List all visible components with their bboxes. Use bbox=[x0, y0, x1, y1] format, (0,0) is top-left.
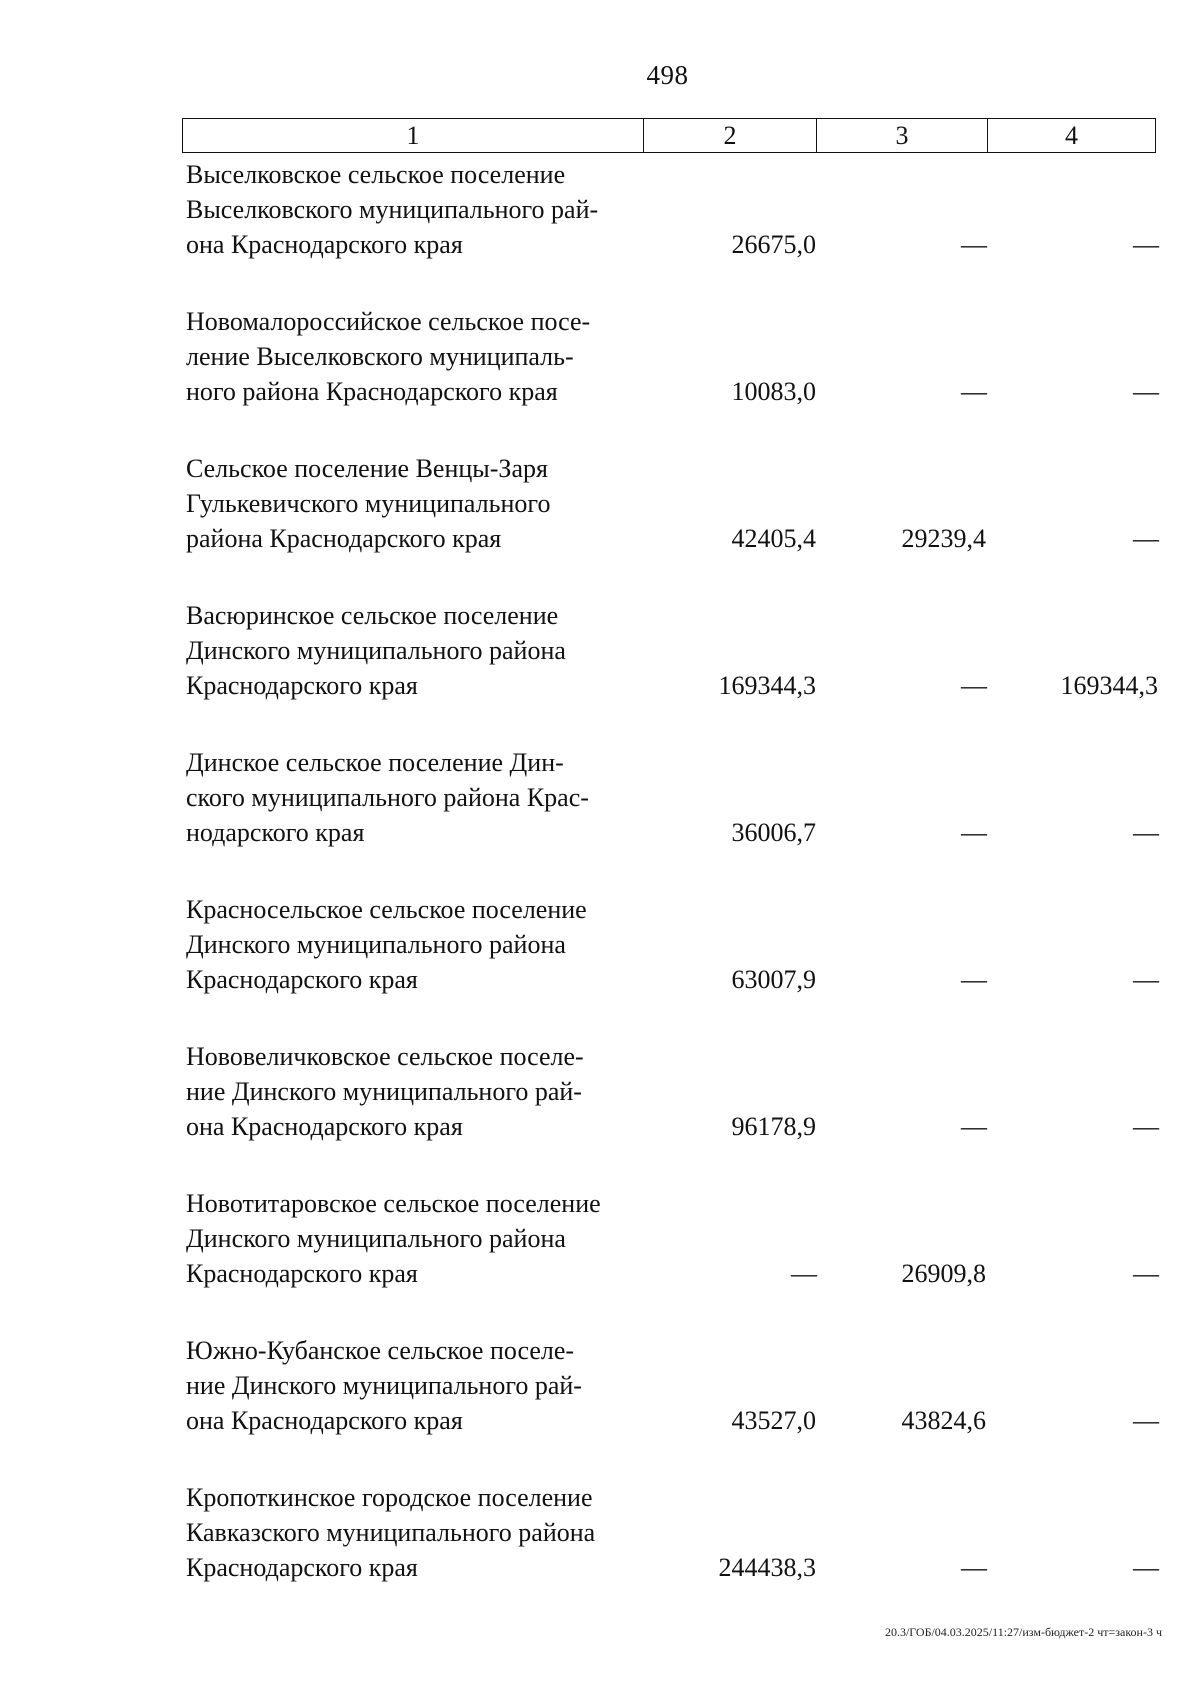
settlement-name-line: Кавказского муниципального района bbox=[186, 1518, 596, 1547]
header-col-1: 1 bbox=[183, 119, 644, 152]
settlement-name-line: ного района Краснодарского края bbox=[186, 377, 558, 406]
settlement-name-line: Краснодарского края bbox=[186, 1259, 418, 1288]
cell-col2: 169344,3 bbox=[718, 671, 816, 700]
header-col-2: 2 bbox=[644, 119, 817, 152]
cell-col3: — bbox=[961, 1553, 986, 1582]
cell-col2: 36006,7 bbox=[731, 818, 816, 847]
settlement-name-line: Гулькевичского муниципального bbox=[186, 489, 551, 518]
cell-col4: — bbox=[1133, 1406, 1158, 1435]
cell-col2: 42405,4 bbox=[731, 524, 816, 553]
cell-col4: — bbox=[1133, 818, 1158, 847]
cell-col4: — bbox=[1133, 965, 1158, 994]
settlement-name-line: Динского муниципального района bbox=[186, 930, 566, 959]
settlement-name-line: она Краснодарского края bbox=[186, 230, 463, 259]
table-row bbox=[0, 1329, 1200, 1476]
settlement-name-line: ние Динского муниципального рай- bbox=[186, 1371, 582, 1400]
settlement-name-line: Новотитаровское сельское поселение bbox=[186, 1189, 601, 1218]
cell-col2: 26675,0 bbox=[731, 230, 816, 259]
cell-col2: — bbox=[791, 1259, 816, 1288]
header-col-4: 4 bbox=[1065, 121, 1078, 150]
cell-col3: — bbox=[961, 671, 986, 700]
settlement-name-line: Краснодарского края bbox=[186, 965, 418, 994]
table-header bbox=[182, 118, 1156, 153]
table-row bbox=[0, 300, 1200, 447]
settlement-name bbox=[186, 1333, 656, 1438]
settlement-name-line: ского муниципального района Крас- bbox=[186, 783, 589, 812]
table-row bbox=[0, 447, 1200, 594]
cell-col3: 43824,6 bbox=[901, 1406, 986, 1435]
cell-col4: 169344,3 bbox=[1060, 671, 1158, 700]
settlement-name-line: Нововеличковское сельское поселе- bbox=[186, 1042, 584, 1071]
cell-col3: — bbox=[961, 230, 986, 259]
settlement-name-line: Красносельское сельское поселение bbox=[186, 895, 587, 924]
table-row bbox=[0, 1035, 1200, 1182]
cell-col4: — bbox=[1133, 1112, 1158, 1141]
cell-col2: 96178,9 bbox=[731, 1112, 816, 1141]
table-body bbox=[0, 153, 1200, 1623]
cell-col3: — bbox=[961, 1112, 986, 1141]
cell-col4: — bbox=[1133, 1259, 1158, 1288]
settlement-name-line: Васюринское сельское поселение bbox=[186, 601, 559, 630]
table-row bbox=[0, 741, 1200, 888]
cell-col4: — bbox=[1133, 1553, 1158, 1582]
cell-col2: 10083,0 bbox=[731, 377, 816, 406]
settlement-name-line: она Краснодарского края bbox=[186, 1112, 463, 1141]
cell-col3: 26909,8 bbox=[901, 1259, 986, 1288]
settlement-name bbox=[186, 598, 656, 703]
settlement-name-line: ние Динского муниципального рай- bbox=[186, 1077, 582, 1106]
table-row bbox=[0, 153, 1200, 300]
cell-col2: 244438,3 bbox=[718, 1553, 816, 1582]
table-row bbox=[0, 888, 1200, 1035]
cell-col3: — bbox=[961, 818, 986, 847]
settlement-name-line: Сельское поселение Венцы-Заря bbox=[186, 454, 548, 483]
table-row bbox=[0, 594, 1200, 741]
settlement-name bbox=[186, 1039, 656, 1144]
cell-col2: 43527,0 bbox=[731, 1406, 816, 1435]
settlement-name bbox=[186, 451, 656, 556]
table-row bbox=[0, 1476, 1200, 1623]
settlement-name bbox=[186, 157, 656, 262]
settlement-name-line: Динского муниципального района bbox=[186, 636, 566, 665]
settlement-name-line: Краснодарского края bbox=[186, 1553, 418, 1582]
settlement-name-line: ление Выселковского муниципаль- bbox=[186, 342, 574, 371]
settlement-name-line: Динского муниципального района bbox=[186, 1224, 566, 1253]
settlement-name-line: Выселковского муниципального рай- bbox=[186, 195, 599, 224]
settlement-name-line: района Краснодарского края bbox=[186, 524, 502, 553]
settlement-name-line: Новомалороссийское сельское посе- bbox=[186, 307, 591, 336]
settlement-name bbox=[186, 1186, 656, 1291]
cell-col3: 29239,4 bbox=[901, 524, 986, 553]
settlement-name-line: Краснодарского края bbox=[186, 671, 418, 700]
cell-col2: 63007,9 bbox=[731, 965, 816, 994]
settlement-name bbox=[186, 892, 656, 997]
settlement-name bbox=[186, 745, 656, 850]
cell-col4: — bbox=[1133, 230, 1158, 259]
settlement-name-line: Выселковское сельское поселение bbox=[186, 160, 566, 189]
page-number: 498 bbox=[646, 60, 689, 90]
settlement-name bbox=[186, 1480, 656, 1585]
settlement-name-line: Кропоткинское городское поселение bbox=[186, 1483, 593, 1512]
cell-col3: — bbox=[961, 965, 986, 994]
settlement-name bbox=[186, 304, 656, 409]
table-row bbox=[0, 1182, 1200, 1329]
settlement-name-line: нодарского края bbox=[186, 818, 365, 847]
settlement-name-line: она Краснодарского края bbox=[186, 1406, 463, 1435]
settlement-name-line: Динское сельское поселение Дин- bbox=[186, 748, 564, 777]
cell-col4: — bbox=[1133, 524, 1158, 553]
header-col-3: 3 bbox=[817, 119, 988, 152]
footer-reference: 20.3/ГОБ/04.03.2025/11:27/изм-бюджет-2 чт=закон-3 ч bbox=[884, 1625, 1162, 1639]
cell-col4: — bbox=[1133, 377, 1158, 406]
settlement-name-line: Южно-Кубанское сельское поселе- bbox=[186, 1336, 575, 1365]
cell-col3: — bbox=[961, 377, 986, 406]
